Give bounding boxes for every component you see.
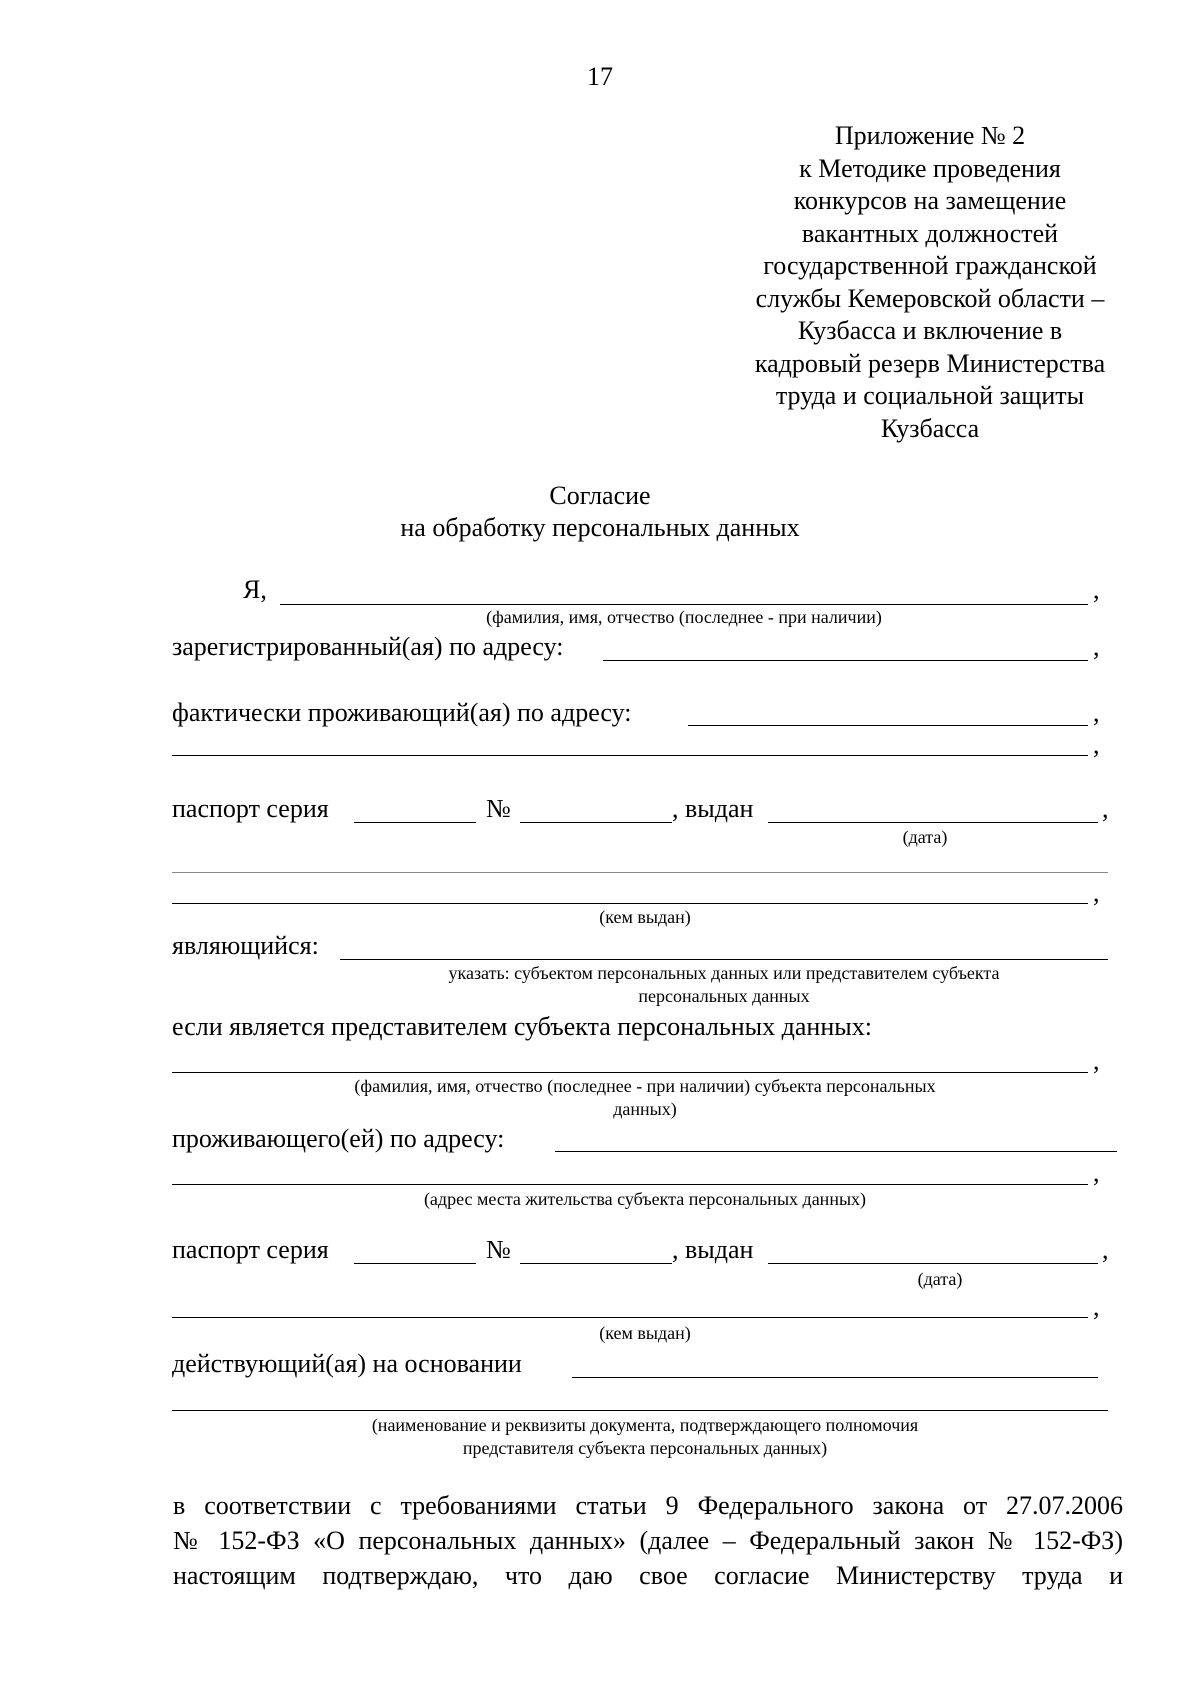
comma: , <box>1093 1158 1100 1187</box>
appendix-line: к Методике проведения <box>799 153 1061 183</box>
body-line-1: в соответствии с требованиями статьи 9 Федерального закона от 27.07.2006 <box>173 1491 1123 1520</box>
subject-fio-caption-line-1: (фамилия, имя, отчество (последнее - при наличии) субъекта персональных <box>354 1076 936 1096</box>
being-label: являющийся: <box>172 931 319 960</box>
being-line[interactable] <box>340 959 1108 960</box>
subject-address-line-2[interactable] <box>172 1184 1088 1185</box>
fio-field-line[interactable] <box>280 604 1088 605</box>
passport-series-label-2: паспорт серия <box>172 1235 329 1264</box>
body-paragraph <box>173 1488 1123 1593</box>
fio-caption: (фамилия, имя, отчество (последнее - при наличии) <box>486 607 882 627</box>
actual-address-line[interactable] <box>688 725 1088 726</box>
issued-by-caption: (кем выдан) <box>599 907 691 927</box>
date-caption: (дата) <box>902 827 948 847</box>
passport-date-line[interactable] <box>768 822 1098 823</box>
body-line-3: настоящим подтверждаю, что даю свое согласие Министерству труда и <box>173 1561 1123 1590</box>
page-number: 17 <box>587 62 613 91</box>
comma: , <box>1093 698 1100 727</box>
passport-series-label: паспорт серия <box>172 794 329 823</box>
acting-basis-line[interactable] <box>572 1377 1098 1378</box>
if-representative-label: если является представителем субъекта персональных данных: <box>172 1012 872 1041</box>
document-caption-line-1: (наименование и реквизиты документа, подтверждающего полномочия <box>371 1415 919 1435</box>
registered-address-label: зарегистрированный(ая) по адресу: <box>172 632 564 661</box>
appendix-line: Приложение № 2 <box>834 121 1026 150</box>
appendix-line: Кузбасса и включение в <box>797 316 1063 345</box>
comma: , <box>1102 1235 1109 1264</box>
document-title <box>0 480 1200 544</box>
document-caption <box>172 1414 1118 1460</box>
actual-address-label: фактически проживающий(ая) по адресу: <box>172 698 632 727</box>
acting-basis-label: действующий(ая) на основании <box>172 1349 522 1378</box>
comma: , <box>1093 730 1100 759</box>
passport-date-line-2[interactable] <box>768 1263 1098 1264</box>
acting-basis-line-2[interactable] <box>172 1410 1108 1411</box>
subject-fio-caption-line-2: данных) <box>613 1099 677 1119</box>
comma: , <box>1093 1046 1100 1075</box>
title-line-2: на обработку персональных данных <box>400 513 800 542</box>
passport-issued-label-2: , выдан <box>672 1235 754 1264</box>
passport-issued-label: , выдан <box>672 794 754 823</box>
being-caption-line-2: персональных данных <box>638 986 810 1006</box>
appendix-line: государственной гражданской <box>763 251 1097 280</box>
separator-line <box>172 872 1108 873</box>
subject-fio-caption <box>172 1075 1118 1121</box>
being-caption <box>340 962 1108 1008</box>
passport-number-sign-2: № <box>486 1235 511 1264</box>
issued-by-line-2[interactable] <box>172 1317 1088 1318</box>
ya-label: Я, <box>243 575 267 604</box>
passport-series-line[interactable] <box>354 822 476 823</box>
appendix-line: службы Кемеровской области – <box>755 283 1105 313</box>
body-line-2: № 152-ФЗ «О персональных данных» (далее – Федеральный закон № 152-ФЗ) <box>173 1526 1123 1555</box>
document-caption-line-2: представителя субъекта персональных данных) <box>462 1438 828 1458</box>
passport-number-line-2[interactable] <box>520 1263 672 1264</box>
being-caption-line-1: указать: субъектом персональных данных или представителем субъекта <box>448 963 1000 983</box>
subject-fio-line[interactable] <box>172 1072 1088 1073</box>
living-at-label: проживающего(ей) по адресу: <box>172 1124 505 1153</box>
passport-number-line[interactable] <box>520 822 672 823</box>
actual-address-line-2[interactable] <box>172 755 1088 756</box>
appendix-header <box>700 120 1160 445</box>
comma: , <box>1093 1292 1100 1321</box>
appendix-line: конкурсов на замещение <box>793 186 1067 215</box>
appendix-line: вакантных должностей <box>801 218 1059 248</box>
appendix-line: труда и социальной защиты <box>775 381 1085 410</box>
comma: , <box>1093 575 1100 604</box>
appendix-line: Кузбасса <box>880 413 980 443</box>
passport-series-line-2[interactable] <box>354 1263 476 1264</box>
registered-address-line[interactable] <box>603 660 1088 661</box>
subject-address-caption: (адрес места жительства субъекта персональных данных) <box>423 1189 867 1209</box>
appendix-line: кадровый резерв Министерства <box>754 348 1106 378</box>
issued-by-caption-2: (кем выдан) <box>599 1323 691 1343</box>
date-caption-2: (дата) <box>917 1269 963 1289</box>
issued-by-line[interactable] <box>172 903 1088 904</box>
comma: , <box>1093 632 1100 661</box>
comma: , <box>1102 794 1109 823</box>
title-line-1: Согласие <box>549 481 651 510</box>
comma: , <box>1093 878 1100 907</box>
subject-address-line[interactable] <box>555 1151 1117 1152</box>
passport-number-sign: № <box>486 794 511 823</box>
